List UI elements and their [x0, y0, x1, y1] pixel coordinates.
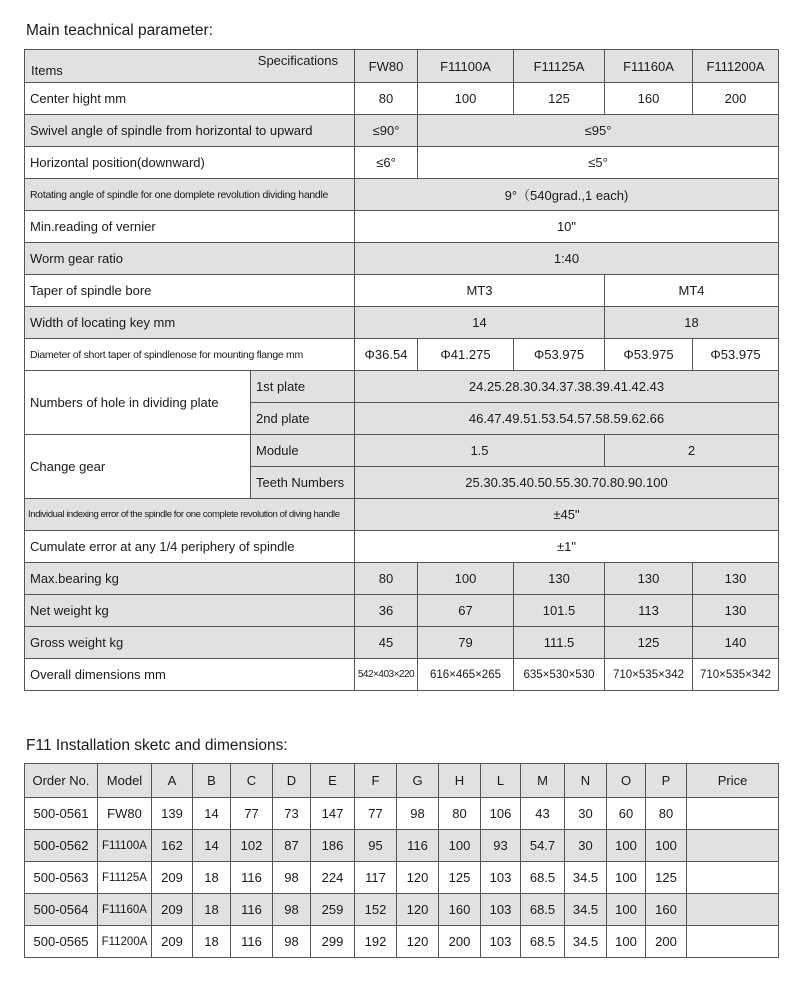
- table-cell: 192: [355, 926, 397, 958]
- cell: 80: [355, 563, 418, 595]
- table-cell: 120: [397, 894, 439, 926]
- cell: 125: [514, 83, 605, 115]
- cell: 125: [605, 627, 693, 659]
- price-cell: [687, 862, 779, 894]
- cell: ≤5°: [418, 147, 779, 179]
- cell: 67: [418, 595, 514, 627]
- cell: 542×403×220: [355, 659, 418, 691]
- spec-table: [24, 49, 779, 691]
- row-label: Net weight kg: [25, 595, 355, 627]
- model-header: F11125A: [514, 50, 605, 83]
- column-header: Model: [98, 764, 152, 798]
- row-max-bearing: [25, 563, 779, 595]
- items-spec-header: [25, 50, 355, 83]
- row-label: Width of locating key mm: [25, 307, 355, 339]
- table-cell: 98: [273, 862, 311, 894]
- row-key-width: [25, 307, 779, 339]
- row-label: Cumulate error at any 1/4 periphery of spindle: [25, 531, 355, 563]
- table-cell: 106: [481, 798, 521, 830]
- table-cell: 14: [193, 830, 231, 862]
- table-cell: 103: [481, 926, 521, 958]
- cell: 200: [693, 83, 779, 115]
- row-label: Numbers of hole in dividing plate: [25, 371, 251, 435]
- table-cell: 100: [607, 894, 646, 926]
- specifications-label: Specifications: [257, 53, 338, 68]
- table-cell: 14: [193, 798, 231, 830]
- column-header: N: [565, 764, 607, 798]
- table-cell: 500-0564: [25, 894, 98, 926]
- table-cell: 139: [152, 798, 193, 830]
- table-cell: 68.5: [521, 926, 565, 958]
- table-cell: 34.5: [565, 894, 607, 926]
- table-row: [25, 926, 779, 958]
- table-cell: 77: [231, 798, 273, 830]
- table-row: [25, 830, 779, 862]
- table-cell: 18: [193, 862, 231, 894]
- table-cell: 152: [355, 894, 397, 926]
- column-header: C: [231, 764, 273, 798]
- cell: 130: [693, 563, 779, 595]
- table-cell: 224: [311, 862, 355, 894]
- row-cumulate-error: [25, 531, 779, 563]
- cell: ≤95°: [418, 115, 779, 147]
- table-cell: 68.5: [521, 894, 565, 926]
- cell: ±1": [355, 531, 779, 563]
- cell: 100: [418, 83, 514, 115]
- table-cell: 103: [481, 862, 521, 894]
- row-label: Gross weight kg: [25, 627, 355, 659]
- row-holes-plate1: [25, 371, 779, 403]
- row-label: Individual indexing error of the spindle for one complete revolution of diving handle: [25, 499, 355, 531]
- column-header: M: [521, 764, 565, 798]
- column-header: O: [607, 764, 646, 798]
- table-row: [25, 894, 779, 926]
- table-cell: 120: [397, 862, 439, 894]
- model-header: FW80: [355, 50, 418, 83]
- table-cell: 18: [193, 926, 231, 958]
- cell: 46.47.49.51.53.54.57.58.59.62.66: [355, 403, 779, 435]
- cell: 14: [355, 307, 605, 339]
- row-label: Min.reading of vernier: [25, 211, 355, 243]
- column-header: A: [152, 764, 193, 798]
- cell: 80: [355, 83, 418, 115]
- table-cell: 80: [439, 798, 481, 830]
- row-gross-weight: [25, 627, 779, 659]
- table-cell: 100: [607, 926, 646, 958]
- cell: 130: [514, 563, 605, 595]
- cell: ≤90°: [355, 115, 418, 147]
- cell: MT4: [605, 275, 779, 307]
- table-cell: FW80: [98, 798, 152, 830]
- column-header: P: [646, 764, 687, 798]
- table-cell: 209: [152, 862, 193, 894]
- table-cell: 54.7: [521, 830, 565, 862]
- cell: 130: [605, 563, 693, 595]
- row-horizontal-down: [25, 147, 779, 179]
- cell: ≤6°: [355, 147, 418, 179]
- table-cell: 500-0561: [25, 798, 98, 830]
- cell: 24.25.28.30.34.37.38.39.41.42.43: [355, 371, 779, 403]
- cell: 111.5: [514, 627, 605, 659]
- row-label: Center hight mm: [25, 83, 355, 115]
- table-cell: 100: [439, 830, 481, 862]
- table-cell: 500-0562: [25, 830, 98, 862]
- row-worm-ratio: [25, 243, 779, 275]
- table-cell: 18: [193, 894, 231, 926]
- sub-label: Teeth Numbers: [251, 467, 355, 499]
- table-cell: 116: [231, 862, 273, 894]
- row-label: Overall dimensions mm: [25, 659, 355, 691]
- cell: 36: [355, 595, 418, 627]
- table-cell: 117: [355, 862, 397, 894]
- model-header: F11160A: [605, 50, 693, 83]
- items-label: Items: [31, 63, 63, 78]
- table-cell: F11125A: [98, 862, 152, 894]
- table-cell: 209: [152, 926, 193, 958]
- table-cell: 160: [646, 894, 687, 926]
- table-cell: 200: [646, 926, 687, 958]
- row-label: Swivel angle of spindle from horizontal to upward: [25, 115, 355, 147]
- sub-label: 1st plate: [251, 371, 355, 403]
- dimensions-header-row: [25, 764, 779, 798]
- column-header: L: [481, 764, 521, 798]
- table-cell: 162: [152, 830, 193, 862]
- table-cell: 209: [152, 894, 193, 926]
- sub-label: Module: [251, 435, 355, 467]
- cell: 1:40: [355, 243, 779, 275]
- cell: 710×535×342: [605, 659, 693, 691]
- cell: 9°（540grad.,1 each): [355, 179, 779, 211]
- table-cell: 259: [311, 894, 355, 926]
- cell: 616×465×265: [418, 659, 514, 691]
- table-cell: 87: [273, 830, 311, 862]
- table-cell: 125: [439, 862, 481, 894]
- row-overall-dimensions: [25, 659, 779, 691]
- model-header: F11100A: [418, 50, 514, 83]
- row-taper: [25, 275, 779, 307]
- table-cell: 103: [481, 894, 521, 926]
- table-cell: 160: [439, 894, 481, 926]
- table-cell: 299: [311, 926, 355, 958]
- cell: 2: [605, 435, 779, 467]
- table-cell: 120: [397, 926, 439, 958]
- table-cell: 102: [231, 830, 273, 862]
- table-cell: 186: [311, 830, 355, 862]
- dimensions-section-title: F11 Installation sketc and dimensions:: [26, 737, 288, 754]
- cell: 18: [605, 307, 779, 339]
- table-cell: 116: [397, 830, 439, 862]
- column-header: D: [273, 764, 311, 798]
- table-cell: 73: [273, 798, 311, 830]
- table-cell: 200: [439, 926, 481, 958]
- column-header: B: [193, 764, 231, 798]
- row-swivel-up: [25, 115, 779, 147]
- row-vernier: [25, 211, 779, 243]
- price-cell: [687, 798, 779, 830]
- table-cell: 125: [646, 862, 687, 894]
- table-cell: F11100A: [98, 830, 152, 862]
- table-cell: 98: [273, 926, 311, 958]
- cell: 113: [605, 595, 693, 627]
- table-cell: 43: [521, 798, 565, 830]
- cell: 635×530×530: [514, 659, 605, 691]
- column-header: E: [311, 764, 355, 798]
- cell: 130: [693, 595, 779, 627]
- table-cell: 68.5: [521, 862, 565, 894]
- cell: MT3: [355, 275, 605, 307]
- cell: 710×535×342: [693, 659, 779, 691]
- table-row: [25, 798, 779, 830]
- row-net-weight: [25, 595, 779, 627]
- column-header: Order No.: [25, 764, 98, 798]
- spec-section-title: Main teachnical parameter:: [26, 22, 213, 39]
- table-cell: 34.5: [565, 862, 607, 894]
- cell: ±45": [355, 499, 779, 531]
- table-cell: 95: [355, 830, 397, 862]
- price-cell: [687, 830, 779, 862]
- table-cell: 100: [607, 830, 646, 862]
- table-cell: F11200A: [98, 926, 152, 958]
- table-cell: 100: [607, 862, 646, 894]
- cell: 100: [418, 563, 514, 595]
- table-cell: 77: [355, 798, 397, 830]
- row-label: Taper of spindle bore: [25, 275, 355, 307]
- table-cell: 100: [646, 830, 687, 862]
- table-cell: 93: [481, 830, 521, 862]
- table-cell: 98: [397, 798, 439, 830]
- row-rotating-angle: [25, 179, 779, 211]
- row-label: Rotating angle of spindle for one domplete revolution dividing handle: [25, 179, 355, 211]
- header-row: [25, 50, 779, 83]
- table-cell: F11160A: [98, 894, 152, 926]
- row-short-taper: [25, 339, 779, 371]
- cell: 140: [693, 627, 779, 659]
- table-cell: 30: [565, 798, 607, 830]
- column-header: G: [397, 764, 439, 798]
- table-cell: 80: [646, 798, 687, 830]
- row-center-height: [25, 83, 779, 115]
- sub-label: 2nd plate: [251, 403, 355, 435]
- table-cell: 147: [311, 798, 355, 830]
- row-label: Horizontal position(downward): [25, 147, 355, 179]
- row-label: Max.bearing kg: [25, 563, 355, 595]
- dimensions-table: [24, 763, 779, 958]
- row-label: Worm gear ratio: [25, 243, 355, 275]
- cell: Φ36.54: [355, 339, 418, 371]
- cell: Φ53.975: [605, 339, 693, 371]
- cell: 45: [355, 627, 418, 659]
- price-cell: [687, 894, 779, 926]
- cell: 101.5: [514, 595, 605, 627]
- table-cell: 116: [231, 894, 273, 926]
- table-cell: 60: [607, 798, 646, 830]
- row-label: Diameter of short taper of spindlenose for mounting flange mm: [25, 339, 355, 371]
- column-header: Price: [687, 764, 779, 798]
- row-indexing-error: [25, 499, 779, 531]
- column-header: H: [439, 764, 481, 798]
- table-cell: 500-0565: [25, 926, 98, 958]
- table-row: [25, 862, 779, 894]
- table-cell: 500-0563: [25, 862, 98, 894]
- cell: 79: [418, 627, 514, 659]
- cell: 10": [355, 211, 779, 243]
- cell: 1.5: [355, 435, 605, 467]
- table-cell: 98: [273, 894, 311, 926]
- cell: Φ53.975: [514, 339, 605, 371]
- model-header: F111200A: [693, 50, 779, 83]
- cell: Φ41.275: [418, 339, 514, 371]
- cell: 160: [605, 83, 693, 115]
- table-cell: 116: [231, 926, 273, 958]
- row-label: Change gear: [25, 435, 251, 499]
- column-header: F: [355, 764, 397, 798]
- cell: 25.30.35.40.50.55.30.70.80.90.100: [355, 467, 779, 499]
- row-change-gear-module: [25, 435, 779, 467]
- table-cell: 34.5: [565, 926, 607, 958]
- cell: Φ53.975: [693, 339, 779, 371]
- price-cell: [687, 926, 779, 958]
- table-cell: 30: [565, 830, 607, 862]
